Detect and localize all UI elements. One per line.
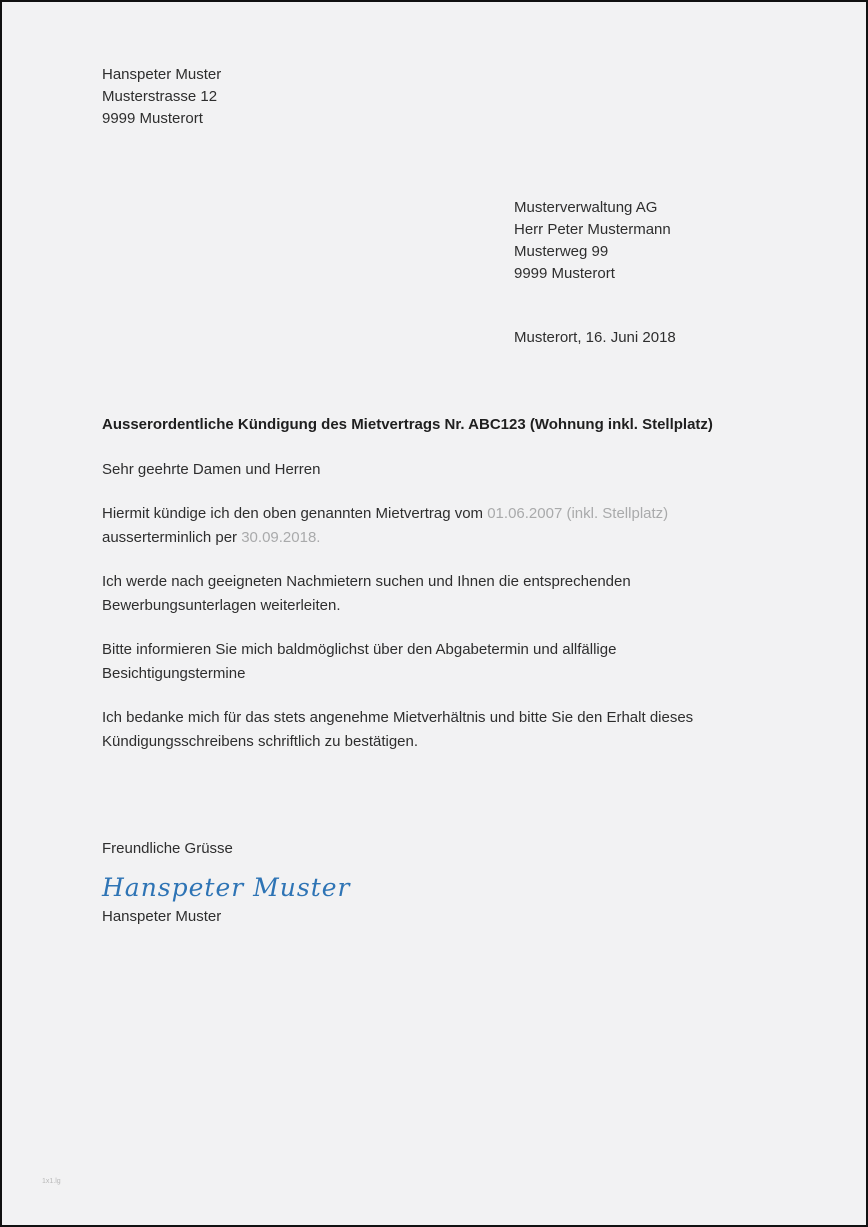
paragraph-besichtigungstermine: Bitte informieren Sie mich baldmöglichst über den Abgabetermin und allfällige Besichtigungstermine <box>102 641 617 682</box>
recipient-city: 9999 Musterort <box>514 265 615 282</box>
closing-phrase: Freundliche Grüsse <box>102 840 233 857</box>
termination-text-middle: ausserterminlich per <box>102 529 242 546</box>
salutation: Sehr geehrte Damen und Herren <box>102 461 321 478</box>
recipient-company: Musterverwaltung AG <box>514 199 658 216</box>
termination-text-before: Hiermit kündige ich den oben genannten Mietvertrag vom <box>102 505 488 522</box>
recipient-address-block <box>514 197 782 285</box>
paragraph-dank: Ich bedanke mich für das stets angenehme Mietverhältnis und bitte Sie den Erhalt dieses Kündigungsschreibens schriftlich zu bestätigen. <box>102 709 694 750</box>
paragraph-termination <box>102 502 762 550</box>
sender-street: Musterstrasse 12 <box>102 88 218 105</box>
sender-city: 9999 Musterort <box>102 110 203 127</box>
signature-printed-name: Hanspeter Muster <box>102 908 222 925</box>
contract-start-date: 01.06.2007 (inkl. Stellplatz) <box>487 505 669 522</box>
letter-content <box>102 64 782 925</box>
recipient-contact: Herr Peter Mustermann <box>514 221 671 238</box>
recipient-street: Musterweg 99 <box>514 243 609 260</box>
subject-line: Ausserordentliche Kündigung des Mietvertrags Nr. ABC123 (Wohnung inkl. Stellplatz) <box>102 416 713 433</box>
place-and-date: Musterort, 16. Juni 2018 <box>514 329 676 346</box>
sender-address-block <box>102 64 782 130</box>
handwritten-signature: Hanspeter Muster <box>102 873 351 902</box>
paragraph-nachmieter: Ich werde nach geeigneten Nachmietern suchen und Ihnen die entsprechenden Bewerbungsunterlagen weiterleiten. <box>102 573 631 614</box>
termination-date: 30.09.2018. <box>241 529 321 546</box>
footer-watermark: 1x1.lg <box>42 1178 61 1185</box>
sender-name: Hanspeter Muster <box>102 66 222 83</box>
